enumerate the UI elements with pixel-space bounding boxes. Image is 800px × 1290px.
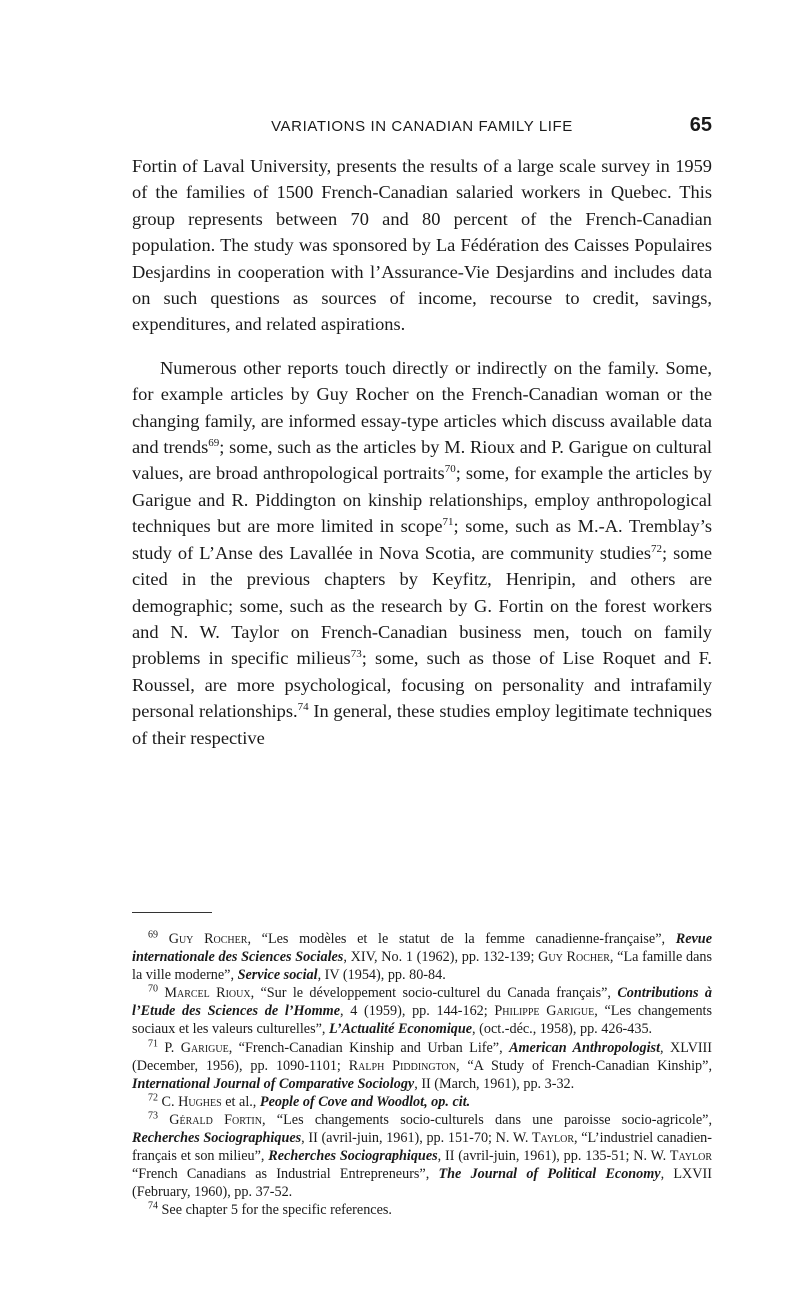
footnote-number: 69 — [148, 929, 158, 941]
author-name: Philippe Garigue — [494, 1003, 595, 1020]
footnote-71 — [132, 1039, 712, 1093]
journal-title: American Anthropologist — [509, 1039, 661, 1056]
author-name: N. W. Taylor — [495, 1130, 575, 1147]
footnote-text: , IV (1954), pp. 80-84. — [317, 967, 446, 984]
paragraph-1: Fortin of Laval University, presents the results of a large scale survey in 1959 of the families of 1500 French-Canadian salaried workers in Quebec. This group represents between 70 and 80 percent of the French-Canadian population. The study was sponsored by La Fédération des Caisses Populaires Desjardins in cooperation with l’Assurance-Vie Desjardins and includes data on such questions as sources of income, recourse to credit, savings, expenditures, and related aspirations. — [132, 156, 712, 335]
author-name: P. Garigue — [164, 1039, 229, 1056]
paragraph-2-segment-2: ; some, such as the articles by M. Rioux and P. Garigue on cultural values, are broad anthropological portraits — [132, 437, 712, 484]
footnote-text: , II (avril-juin, 1961), pp. 135-51; — [437, 1148, 634, 1165]
footnote-text: , “French-Canadian Kinship and Urban Life”, — [228, 1039, 510, 1056]
page-number: 65 — [689, 114, 712, 136]
footnote-text: , 4 (1959), pp. 144-162; — [340, 1003, 495, 1020]
author-name: Ralph Piddington — [348, 1057, 456, 1074]
footnote-text: “French Canadians as Industrial Entrepreneurs”, — [132, 1166, 439, 1183]
journal-title: People of Cove and Woodlot, op. cit. — [259, 1093, 471, 1110]
journal-title: International Journal of Comparative Sociology — [132, 1075, 415, 1092]
paragraph-2-segment-3: ; some, for example the articles by Garigue and R. Piddington on kinship relationships, employ anthropological techniques but are more limited in scope — [132, 463, 713, 537]
footnote-ref-73[interactable]: 73 — [350, 648, 362, 661]
footnote-ref-74[interactable]: 74 — [297, 701, 309, 713]
footnote-text: , XIV, No. 1 (1962), pp. 132-139; — [343, 949, 539, 966]
journal-title: Revue internationale des Sciences Sociales — [132, 931, 712, 966]
footnote-ref-69[interactable]: 69 — [208, 436, 220, 449]
running-head: VARIATIONS IN CANADIAN FAMILY LIFE — [271, 118, 573, 135]
journal-title: Recherches Sociographiques — [268, 1148, 438, 1165]
footnote-number: 74 — [148, 1200, 158, 1212]
page-header — [132, 114, 712, 144]
footnote-number: 71 — [148, 1037, 158, 1049]
journal-title: Service social — [237, 967, 318, 984]
footnote-text: , “A Study of French-Canadian Kinship”, — [455, 1057, 712, 1074]
footnote-69 — [132, 930, 712, 984]
footnote-text: , “L’industriel canadien-français et son milieu”, — [132, 1130, 712, 1165]
footnote-ref-71[interactable]: 71 — [442, 516, 454, 529]
journal-title: L’Actualité Economique — [328, 1021, 473, 1038]
footnote-text: See chapter 5 for the specific references. — [161, 1202, 392, 1219]
footnote-text: , XLVIII (December, 1956), pp. 1090-1101; — [132, 1039, 712, 1074]
footnote-text: et al., — [221, 1093, 260, 1110]
journal-title: Contributions à l’Etude des Sciences de l’Homme — [132, 985, 713, 1020]
journal-title: The Journal of Political Economy — [438, 1166, 661, 1183]
footnote-number: 70 — [148, 983, 158, 995]
paragraph-2 — [132, 355, 712, 751]
paragraph-2-segment-7: In general, these studies employ legitimate techniques of their respective — [132, 701, 712, 748]
footnote-ref-70[interactable]: 70 — [444, 463, 456, 476]
footnote-74 — [132, 1201, 712, 1219]
author-name: Guy Rocher — [538, 949, 610, 966]
body-text — [132, 153, 712, 751]
footnote-text: , “La famille dans la ville moderne”, — [132, 949, 713, 984]
footnote-text: , II (avril-juin, 1961), pp. 151-70; — [301, 1130, 496, 1147]
footnote-text: , LXVII (February, 1960), pp. 37-52. — [132, 1166, 712, 1201]
footnote-text: , “Les changements socio-culturels dans une paroisse socio-agricole”, — [261, 1111, 713, 1128]
paragraph-2-segment-6: ; some, such as those of Lise Roquet and F. Roussel, are more psychological, focusing on personality and intrafamily personal relationships. — [132, 648, 712, 722]
footnote-number: 72 — [148, 1092, 158, 1104]
footnote-ref-72[interactable]: 72 — [651, 542, 662, 555]
paragraph-2-segment-4: ; some, such as M.-A. Tremblay’s study of L’Anse des Lavallée in Nova Scotia, are community studies — [132, 516, 713, 563]
footnote-72 — [132, 1093, 712, 1111]
footnotes — [132, 930, 712, 1220]
footnote-number: 73 — [148, 1110, 158, 1122]
footnote-73 — [132, 1111, 712, 1201]
footnote-text: , “Les modèles et le statut de la femme canadienne-française”, — [247, 931, 676, 947]
footnote-text: , “Les changements sociaux et les valeurs culturelles”, — [132, 1003, 712, 1038]
paragraph-2-segment-5: ; some cited in the previous chapters by Keyfitz, Henripin, and others are demographic; some, such as the research by G. Fortin on the forest workers and N. W. Taylor on French-Canadian business men, touch on family problems in specific milieus — [132, 542, 712, 669]
footnote-divider — [132, 912, 212, 913]
author-name: C. Hughes — [161, 1093, 222, 1110]
author-name: Marcel Rioux — [164, 985, 251, 1002]
footnote-text: , “Sur le développement socio-culturel du Canada français”, — [250, 985, 618, 1002]
footnote-text: , II (March, 1961), pp. 3-32. — [414, 1075, 575, 1092]
author-name: N. W. Taylor — [633, 1148, 712, 1165]
paragraph-2-segment-1: Numerous other reports touch directly or indirectly on the family. Some, for example articles by Guy Rocher on the French-Canadian woman or the changing family, are informed essay-type articles which discuss available data and trends — [132, 357, 712, 458]
author-name: Gérald Fortin — [169, 1111, 262, 1128]
author-name: Guy Rocher — [168, 931, 248, 947]
journal-title: Recherches Sociographiques — [132, 1130, 302, 1147]
footnote-text: , (oct.-déc., 1958), pp. 426-435. — [472, 1021, 653, 1038]
footnote-70 — [132, 984, 712, 1038]
